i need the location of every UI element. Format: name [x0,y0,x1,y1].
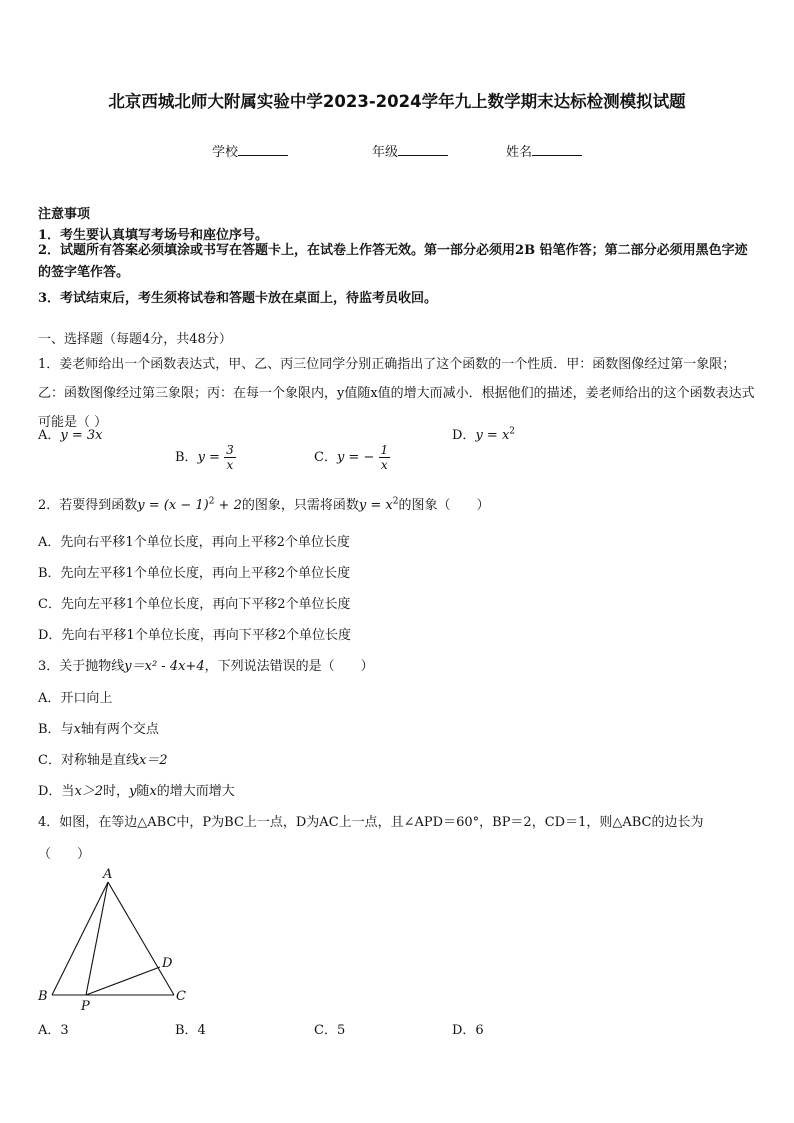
q1-option-a: A．y = 3x [38,428,103,443]
q4-triangle-figure [30,862,200,1017]
segment-ab [52,882,108,995]
label-b: B [38,989,48,1004]
q3-text: 3．关于抛物线y＝x² - 4x+4，下列说法错误的是（ ） [38,659,374,674]
q2-option-a: A．先向右平移1个单位长度，再向上平移2个单位长度 [38,535,350,550]
section-heading: 一、选择题（每题4分，共48分） [38,332,232,347]
q3-option-a: A．开口向上 [38,691,113,706]
q4-option-c: C．5 [314,1023,346,1038]
segment-ap [86,882,108,995]
label-d: D [162,956,173,971]
label-p: P [81,999,90,1014]
q4-option-b: B．4 [175,1023,206,1038]
q4-option-a: A．3 [38,1023,69,1038]
q3-option-c: C．对称轴是直线x＝2 [38,753,168,768]
q4-text: 4．如图，在等边△ABC中，P为BC上一点，D为AC上一点，且∠APD＝60°，BP＝2，CD＝1，则△ABC的边长为 [38,815,704,830]
name-label: 姓名 [506,145,533,160]
q1-option-b: B．y = $\frac{3}{x}$ [175,443,234,472]
label-c: C [176,989,186,1004]
notes-item-3: 3．考试结束后，考生须将试卷和答题卡放在桌面上，待监考员收回。 [38,291,438,306]
label-a: A [103,867,113,882]
notes-heading: 注意事项 [38,207,91,222]
notes-item-2: 2．试题所有答案必须填涂或书写在答题卡上，在试卷上作答无效。第一部分必须用2B 铅笔作答；第二部分必须用黑色字迹的签字笔作答。 [38,243,748,280]
q2-option-b: B．先向左平移1个单位长度，再向上平移2个单位长度 [38,566,351,581]
grade-blank [398,143,448,156]
grade-label: 年级 [372,145,399,160]
q1-option-c-fraction: $\frac{1}{x}$ [380,443,389,472]
q3-option-b: B．与x轴有两个交点 [38,722,159,737]
grade-field [372,141,448,160]
school-label: 学校 [212,145,239,160]
q1-option-d: D．$y = x^2$ [452,426,516,443]
q1-option-b-fraction: $\frac{3}{x}$ [226,443,234,472]
school-blank [238,143,288,156]
q3-option-d: D．当x＞2时，y随x的增大而增大 [38,784,235,799]
notes-item-1: 1．考生要认真填写考场号和座位序号。 [38,228,269,243]
segment-pd [86,967,160,995]
segment-ac [108,882,174,995]
page-title: 北京西城北师大附属实验中学2023-2024学年九上数学期末达标检测模拟试题 [108,92,686,111]
q2-option-d: D．先向右平移1个单位长度，再向下平移2个单位长度 [38,628,351,643]
q4-option-d: D．6 [452,1023,484,1038]
q4-paren: （ ） [38,847,91,862]
q2-text: 2．若要得到函数$y = (x - 1)^2 + 2$的图象，只需将函数$y = x^2$的图象（ ） [38,496,490,513]
q1-text: 1．姜老师给出一个函数表达式，甲、乙、丙三位同学分别正确指出了这个函数的一个性质．甲：函数图像经过第一象限；乙：函数图像经过第三象限；丙：在每一个象限内，y值随x值的增大而减小．根据他们的描述，姜老师给出的这个函数表达式可能是（ ） [38,357,755,430]
name-blank [532,143,582,156]
school-field [212,141,288,160]
q1-option-c: C．y = − $\frac{1}{x}$ [314,443,389,472]
name-field [506,141,582,160]
q2-option-c: C．先向左平移1个单位长度，再向下平移2个单位长度 [38,597,351,612]
